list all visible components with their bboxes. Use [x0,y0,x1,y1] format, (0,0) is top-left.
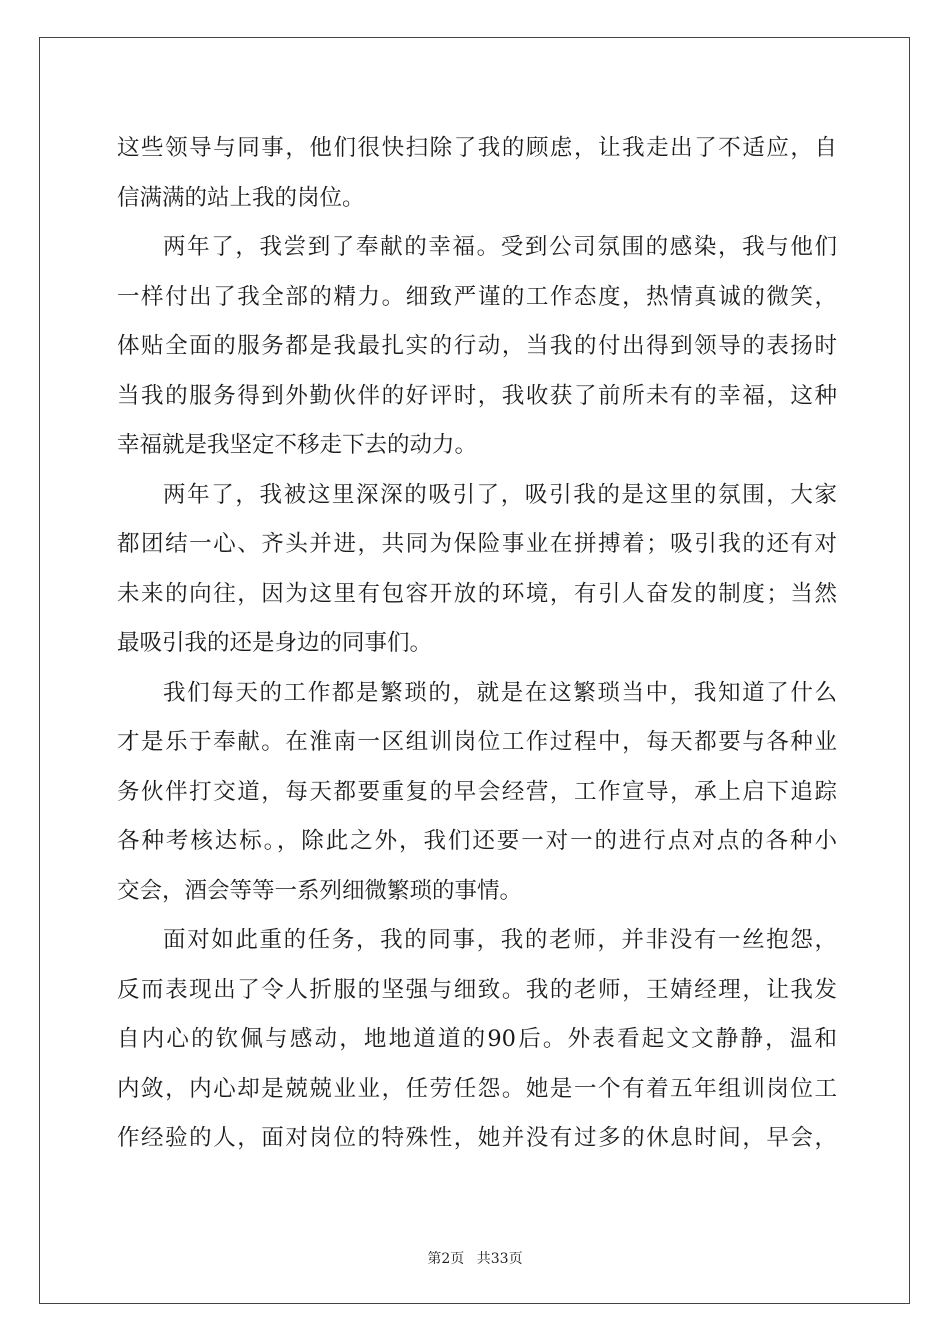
document-body [117,124,837,1164]
paragraph [117,124,837,223]
text-line: 体贴全面的服务都是我最扎实的行动，当我的付出得到领导的表扬时 [117,333,837,359]
text-line: 这些领导与同事，他们很快扫除了我的顾虑，让我走出了不适应，自 [117,135,837,161]
text-line: 最吸引我的还是身边的同事们。 [117,630,433,656]
text-line: 两年了，我被这里深深的吸引了，吸引我的是这里的氛围，大家 [163,481,837,508]
page-footer [0,1248,950,1268]
text-line: 两年了，我尝到了奉献的幸福。受到公司氛围的感染，我与他们 [163,234,837,260]
page-number: 第2页 [427,1251,465,1267]
text-line: 面对如此重的任务，我的同事，我的老师，并非没有一丝抱怨， [163,927,837,953]
paragraph [117,223,837,471]
text-line: 内敛，内心却是兢兢业业，任劳任怨。她是一个有着五年组训岗位工 [117,1075,837,1102]
page-total: 共33页 [476,1251,523,1267]
text-line: 各种考核达标。，除此之外，我们还要一对一的进行点对点的各种小 [117,828,837,854]
text-line: 都团结一心、齐头并进，共同为保险事业在拼搏着；吸引我的还有对 [117,531,837,557]
text-line: 才是乐于奉献。在淮南一区组训岗位工作过程中，每天都要与各种业 [117,729,837,755]
text-line: 信满满的站上我的岗位。 [117,184,365,211]
text-line: 一样付出了我全部的精力。细致严谨的工作态度，热情真诚的微笑， [117,283,837,310]
text-line: 幸福就是我坚定不移走下去的动力。 [117,432,478,458]
text-line: 未来的向往，因为这里有包容开放的环境，有引人奋发的制度；当然 [117,580,837,607]
paragraph [117,916,837,1164]
text-line: 我们每天的工作都是繁琐的，就是在这繁琐当中，我知道了什么 [163,679,837,706]
text-line: 自内心的钦佩与感动，地地道道的90后。外表看起文文静静，温和 [117,1026,837,1052]
text-line: 作经验的人，面对岗位的特殊性，她并没有过多的休息时间，早会， [117,1125,837,1151]
text-line: 务伙伴打交道，每天都要重复的早会经营，工作宣导，承上启下追踪 [117,778,837,805]
paragraph [117,471,837,669]
text-line: 当我的服务得到外勤伙伴的好评时，我收获了前所未有的幸福，这种 [117,382,837,409]
paragraph [117,669,837,917]
text-line: 交会，酒会等等一系列细微繁琐的事情。 [117,877,523,904]
text-line: 反而表现出了令人折服的坚强与细致。我的老师，王婧经理，让我发 [117,976,837,1003]
